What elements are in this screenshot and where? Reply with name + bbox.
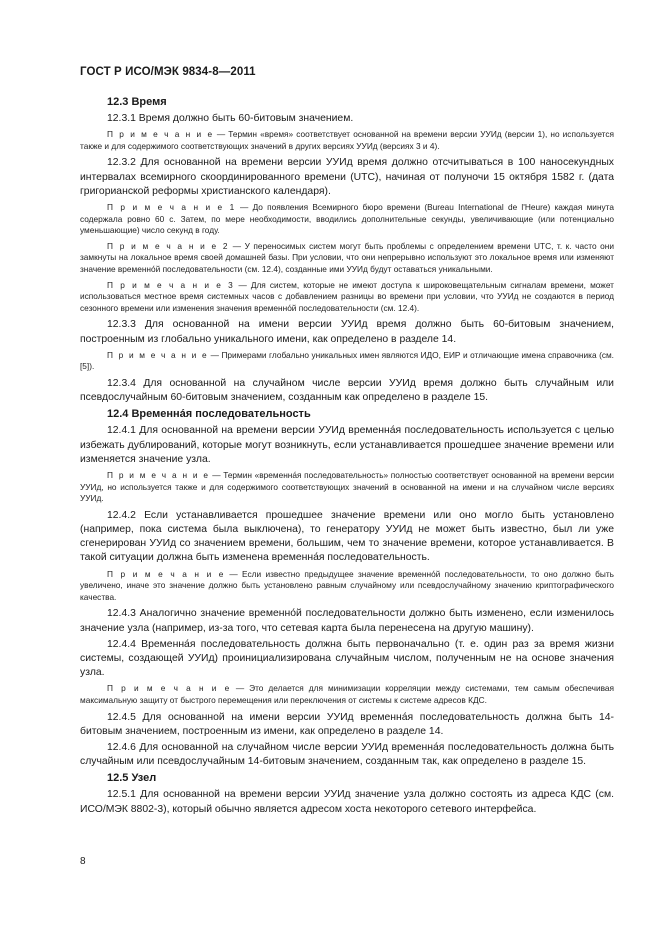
note-text: — Термин «временна́я последовательность» полностью соответствует основанной на времени версии УУИд, но используется также и для содержимого соответствующих значений в основанной на имени и на случайном числе версиях УУИд. xyxy=(80,469,614,504)
note-label: П р и м е ч а н и е 3 xyxy=(107,279,235,290)
note-text: — Примерами глобально уникальных имен являются ИДО, ЕИР и отличающие имена справочника (см. [5]). xyxy=(80,349,614,372)
note-text: — Термин «время» соответствует основанной на времени версии УУИд (версии 1), но используется также и для содержимого соответствующих значений в других версиях УУИд (версиях 3 и 4). xyxy=(80,129,615,151)
note-text: — У переносимых систем могут быть проблемы с определением времени UTC, т. к. часто они замкнуты на локальное время своей домашней базы. При условии, что они непрерывно используют это локальное время или изменяют значение временно́й последовательности (см. 12.4), созданные ими УУИд будут оставаться уникальными. xyxy=(80,240,614,274)
note-label: П р и м е ч а н и е xyxy=(107,568,225,579)
note-label: П р и м е ч а н и е 2 xyxy=(107,240,230,251)
clause-paragraph: 12.4.4 Временна́я последовательность должна быть первоначально (т. е. один раз за время жизни системы, создающей УУИд) проинициализирована случайным числом, полученным не на основе значения узла. xyxy=(80,638,614,679)
section-heading: 12.4 Временна́я последовательность xyxy=(107,408,311,421)
note-paragraph xyxy=(80,350,614,373)
note-text: — Это делается для минимизации корреляции между системами, тем самым обеспечивая максимальную защиту от быстрого перемещения или переключения от системы к системе адресов КДС. xyxy=(80,683,614,705)
note-paragraph xyxy=(80,202,614,237)
note-paragraph xyxy=(80,470,614,505)
note-text: — Если известно предыдущее значение временно́й последовательности, то оно должно быть увеличено, иначе это значение должно быть установлено равным случайному или псевдослучайному значению криптографического качества. xyxy=(80,568,614,602)
note-text: — Для систем, которые не имеют доступа к широковещательным сигналам времени, может использоваться местное время системных часов с добавлением разницы во времени при условии, что УУИд не создаются в период сезонного времени или изменения значения временно́й последовательности (см. 12.4). xyxy=(80,279,614,313)
note-paragraph xyxy=(80,569,614,604)
clause-paragraph: 12.4.3 Аналогично значение временно́й последовательности должно быть изменено, если изменилось значение узла (например, из-за того, что сетевая карта была перенесена на другую машину). xyxy=(80,608,614,634)
document-header: ГОСТ Р ИСО/МЭК 9834-8—2011 xyxy=(80,66,256,78)
note-label: П р и м е ч а н и е xyxy=(107,349,209,360)
note-label: П р и м е ч а н и е xyxy=(107,129,214,140)
note-paragraph xyxy=(80,683,614,706)
clause-paragraph: 12.5.1 Для основанной на времени версии УУИд значение узла должно состоять из адреса КДС (см. ИСО/МЭК 8802-3), который обычно является адресом хоста некоторого сетевого интерфейса. xyxy=(80,789,614,815)
note-label: П р и м е ч а н и е 1 xyxy=(107,202,236,212)
clause-paragraph: 12.4.2 Если устанавливается прошедшее значение времени или оно могло быть установлено (например, пока система была выключена), то генератору УУИд не может быть известно, был ли уже сгенерирован УУИд со значением времени, большим, чем то значение времени, которое устанавливается. В такой ситуации должна быть изменена временна́я последовательность. xyxy=(80,509,614,564)
note-text: — До появления Всемирного бюро времени (Bureau International de l'Heure) каждая минута содержала ровно 60 с. Затем, по мере необходимости, вводились дополнительные секунды, увеличивающие (или потенциально уменьшающие) число секунд в году. xyxy=(80,202,614,236)
clause-paragraph: 12.3.4 Для основанной на случайном числе версии УУИд время должно быть случайным или псевдослучайным 60-битовым значением, созданным как определено в разделе 15. xyxy=(80,377,614,404)
note-label: П р и м е ч а н и е xyxy=(107,683,231,694)
note-label: П р и м е ч а н и е xyxy=(107,469,210,480)
document-body xyxy=(80,95,614,819)
note-paragraph xyxy=(80,280,614,315)
clause-paragraph: 12.4.6 Для основанной на случайном числе версии УУИд временна́я последовательность должна быть случайным или псевдослучайным 14-битовым значением, созданным так, как определено в разделе 15. xyxy=(80,741,614,768)
section-heading: 12.5 Узел xyxy=(107,772,157,785)
clause-paragraph: 12.3.1 Время должно быть 60-битовым значением. xyxy=(107,113,354,124)
clause-paragraph: 12.4.1 Для основанной на времени версии УУИд временна́я последовательность используется с целью избежать дублирований, которые могут возникнуть, если устанавливается прошедшее значение времени или изменяется значение узла. xyxy=(80,425,614,465)
note-paragraph xyxy=(80,241,614,276)
note-paragraph xyxy=(80,129,614,152)
clause-paragraph: 12.4.5 Для основанной на имени версии УУИд временна́я последовательность должна быть 14-битовым значением, построенным из имени, как определено в разделе 14. xyxy=(80,711,614,737)
clause-paragraph: 12.3.3 Для основанной на имени версии УУИд время должно быть 60-битовым значением, построенным из глобально уникального имени, как определено в разделе 14. xyxy=(80,319,614,345)
section-heading: 12.3 Время xyxy=(107,96,167,108)
page-number: 8 xyxy=(80,856,86,867)
clause-paragraph: 12.3.2 Для основанной на времени версии УУИд время должно отсчитываться в 100 наносекундных интервалах всемирного скоординированного времени (UTC), начиная от полуночи 15 октября 1582 г. (дата григорианской реформы христианского календаря). xyxy=(80,157,614,197)
